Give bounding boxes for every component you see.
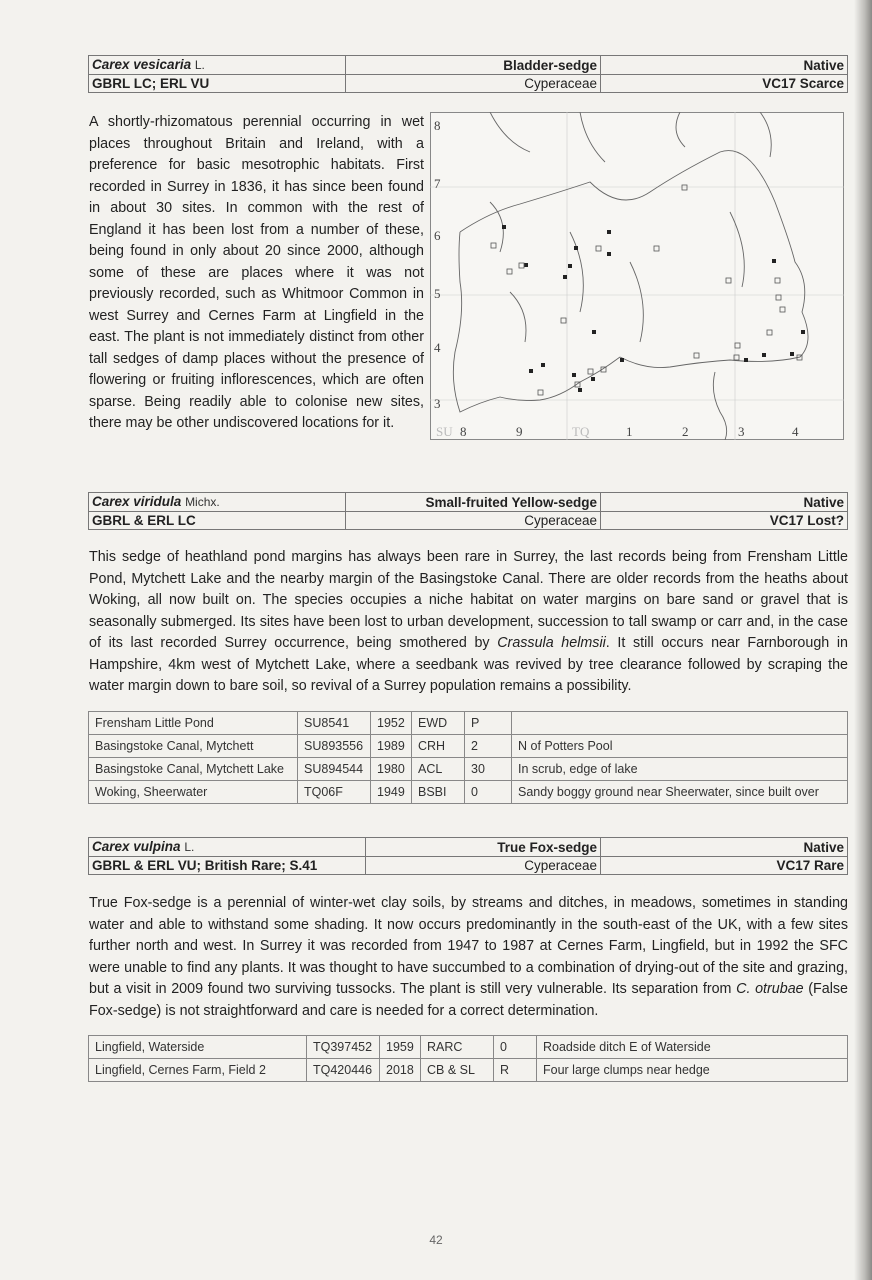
table-cell: Four large clumps near hedge [537, 1059, 848, 1082]
table-cell: P [465, 712, 512, 735]
conservation-status: GBRL & ERL VU; British Rare; S.41 [89, 857, 366, 875]
distribution-map [430, 112, 844, 440]
species-author: L. [184, 840, 195, 854]
table-cell: Lingfield, Cernes Farm, Field 2 [89, 1059, 307, 1082]
species-header-viridula [88, 492, 848, 530]
species-author: L. [194, 58, 205, 72]
map-x-label: 9 [516, 424, 523, 439]
table-cell: TQ420446 [307, 1059, 380, 1082]
conservation-status: GBRL LC; ERL VU [89, 75, 346, 93]
table-row [89, 712, 848, 735]
table-cell: Lingfield, Waterside [89, 1036, 307, 1059]
table-cell: TQ397452 [307, 1036, 380, 1059]
table-cell [512, 712, 848, 735]
status: Native [601, 56, 848, 75]
table-cell: 1952 [371, 712, 412, 735]
map-x-label: SU [436, 424, 453, 439]
table-cell: TQ06F [298, 781, 371, 804]
species-name: Carex vulpina [92, 839, 181, 854]
species-description-vesicaria: A shortly-rhizomatous perennial occurring in wet places throughout Britain and Ireland, with a preference for basic mesotrophic habitats. First recorded in Surrey in 1836, it has since been found in about 30 sites. In common with the rest of England it has been lost from a number of these, being found in only about 20 since 2000, although some of these are places where it was not previously recorded, such as Whitmoor Common in west Surrey and Cernes Farm at Lingfield in the east. The plant is not immediately distinct from other tall sedges of damp places without the presence of flowering or fruiting inflorescences, which are often sparse. Being readily able to colonise new sites, there may be other undiscovered locations for it. [89, 114, 424, 431]
table-cell: 2 [465, 735, 512, 758]
map-y-label: 7 [434, 176, 441, 191]
common-name: Bladder-sedge [346, 56, 601, 75]
vc-status: VC17 Rare [601, 857, 848, 875]
map-x-label: TQ [572, 424, 590, 439]
table-cell: 1949 [371, 781, 412, 804]
table-cell: 0 [494, 1036, 537, 1059]
species-header-vulpina [88, 837, 848, 875]
table-cell: R [494, 1059, 537, 1082]
family: Cyperaceae [346, 75, 601, 93]
table-cell: Frensham Little Pond [89, 712, 298, 735]
page-edge-shadow [854, 0, 872, 1280]
table-cell: EWD [412, 712, 465, 735]
table-row [89, 735, 848, 758]
status: Native [601, 493, 848, 512]
description-italic: C. otrubae [736, 981, 804, 997]
records-table-vulpina [88, 1035, 848, 1082]
species-description-vulpina [89, 893, 848, 1022]
table-cell: In scrub, edge of lake [512, 758, 848, 781]
table-cell: Roadside ditch E of Waterside [537, 1036, 848, 1059]
map-y-label: 3 [434, 396, 441, 411]
table-cell: CRH [412, 735, 465, 758]
map-x-label: 4 [792, 424, 799, 439]
vc-status: VC17 Lost? [601, 512, 848, 530]
table-cell: Basingstoke Canal, Mytchett Lake [89, 758, 298, 781]
table-row [89, 781, 848, 804]
table-cell: 0 [465, 781, 512, 804]
records-table-viridula [88, 711, 848, 804]
table-cell: 1980 [371, 758, 412, 781]
table-cell: 30 [465, 758, 512, 781]
species-name: Carex vesicaria [92, 57, 192, 72]
table-cell: 2018 [380, 1059, 421, 1082]
species-author: Michx. [185, 495, 220, 509]
family: Cyperaceae [346, 512, 601, 530]
table-cell: Sandy boggy ground near Sheerwater, since built over [512, 781, 848, 804]
map-x-label: 1 [626, 424, 633, 439]
status: Native [601, 838, 848, 857]
map-x-label: 2 [682, 424, 689, 439]
description-text: This sedge of heathland pond margins has always been rare in Surrey, the last records being from Frensham Little Pond, Mytchett Lake and the nearby margin of the Basingstoke Canal. There are older records from the heaths about Woking, all now built on. The species occupies a niche habitat on water margins on bare sand or gravel that is seasonally submerged. Its sites have been lost to urban development, succession to tall swamp or carr and, in the case of its last recorded Surrey occurrence, being smothered by [89, 549, 848, 651]
table-cell: RARC [421, 1036, 494, 1059]
map-frame [431, 113, 844, 440]
page-number: 42 [429, 1233, 443, 1247]
common-name: Small-fruited Yellow-sedge [346, 493, 601, 512]
family: Cyperaceae [366, 857, 601, 875]
table-cell: N of Potters Pool [512, 735, 848, 758]
map-x-label: 8 [460, 424, 467, 439]
table-cell: 1959 [380, 1036, 421, 1059]
conservation-status: GBRL & ERL LC [89, 512, 346, 530]
description-text: (False Fox-sedge) is not straightforward and care is needed for a correct determination. [89, 981, 848, 1019]
description-text: True Fox-sedge is a perennial of winter-wet clay soils, by streams and ditches, in meadows, sometimes in standing water and able to withstand some shading. It now occurs predominantly in the south-east of the UK, with a few sites further north and west. In Surrey it was recorded from 1947 to 1987 at Cernes Farm, Lingfield, but in 1992 the SFC were unable to find any plants. It was thought to have succumbed to a combination of drying-out of the site and grazing, but a visit in 2009 found two surviving tussocks. The plant is still very vulnerable. Its separation from [89, 895, 848, 997]
map-y-label: 6 [434, 228, 441, 243]
table-cell: 1989 [371, 735, 412, 758]
table-cell: SU8541 [298, 712, 371, 735]
description-italic: Crassula helmsii [497, 635, 606, 651]
description-text: . It still occurs near Farnborough in Hampshire, 4km west of Mytchett Lake, where a seedbank was revived by tree clearance followed by scraping the water margin down to bare soil, so revival of a Surrey population remains a possibility. [89, 635, 849, 694]
common-name: True Fox-sedge [366, 838, 601, 857]
table-row [89, 1059, 848, 1082]
species-name: Carex viridula [92, 494, 182, 509]
table-cell: SU893556 [298, 735, 371, 758]
table-cell: Basingstoke Canal, Mytchett [89, 735, 298, 758]
table-row [89, 758, 848, 781]
table-cell: Woking, Sheerwater [89, 781, 298, 804]
map-y-label: 4 [434, 340, 441, 355]
table-cell: BSBI [412, 781, 465, 804]
table-cell: CB & SL [421, 1059, 494, 1082]
map-y-label: 5 [434, 286, 441, 301]
table-cell: ACL [412, 758, 465, 781]
table-cell: SU894544 [298, 758, 371, 781]
map-x-label: 3 [738, 424, 745, 439]
map-y-label: 8 [434, 118, 441, 133]
species-header-vesicaria [88, 55, 848, 93]
species-description-viridula [89, 547, 848, 698]
table-row [89, 1036, 848, 1059]
vc-status: VC17 Scarce [601, 75, 848, 93]
